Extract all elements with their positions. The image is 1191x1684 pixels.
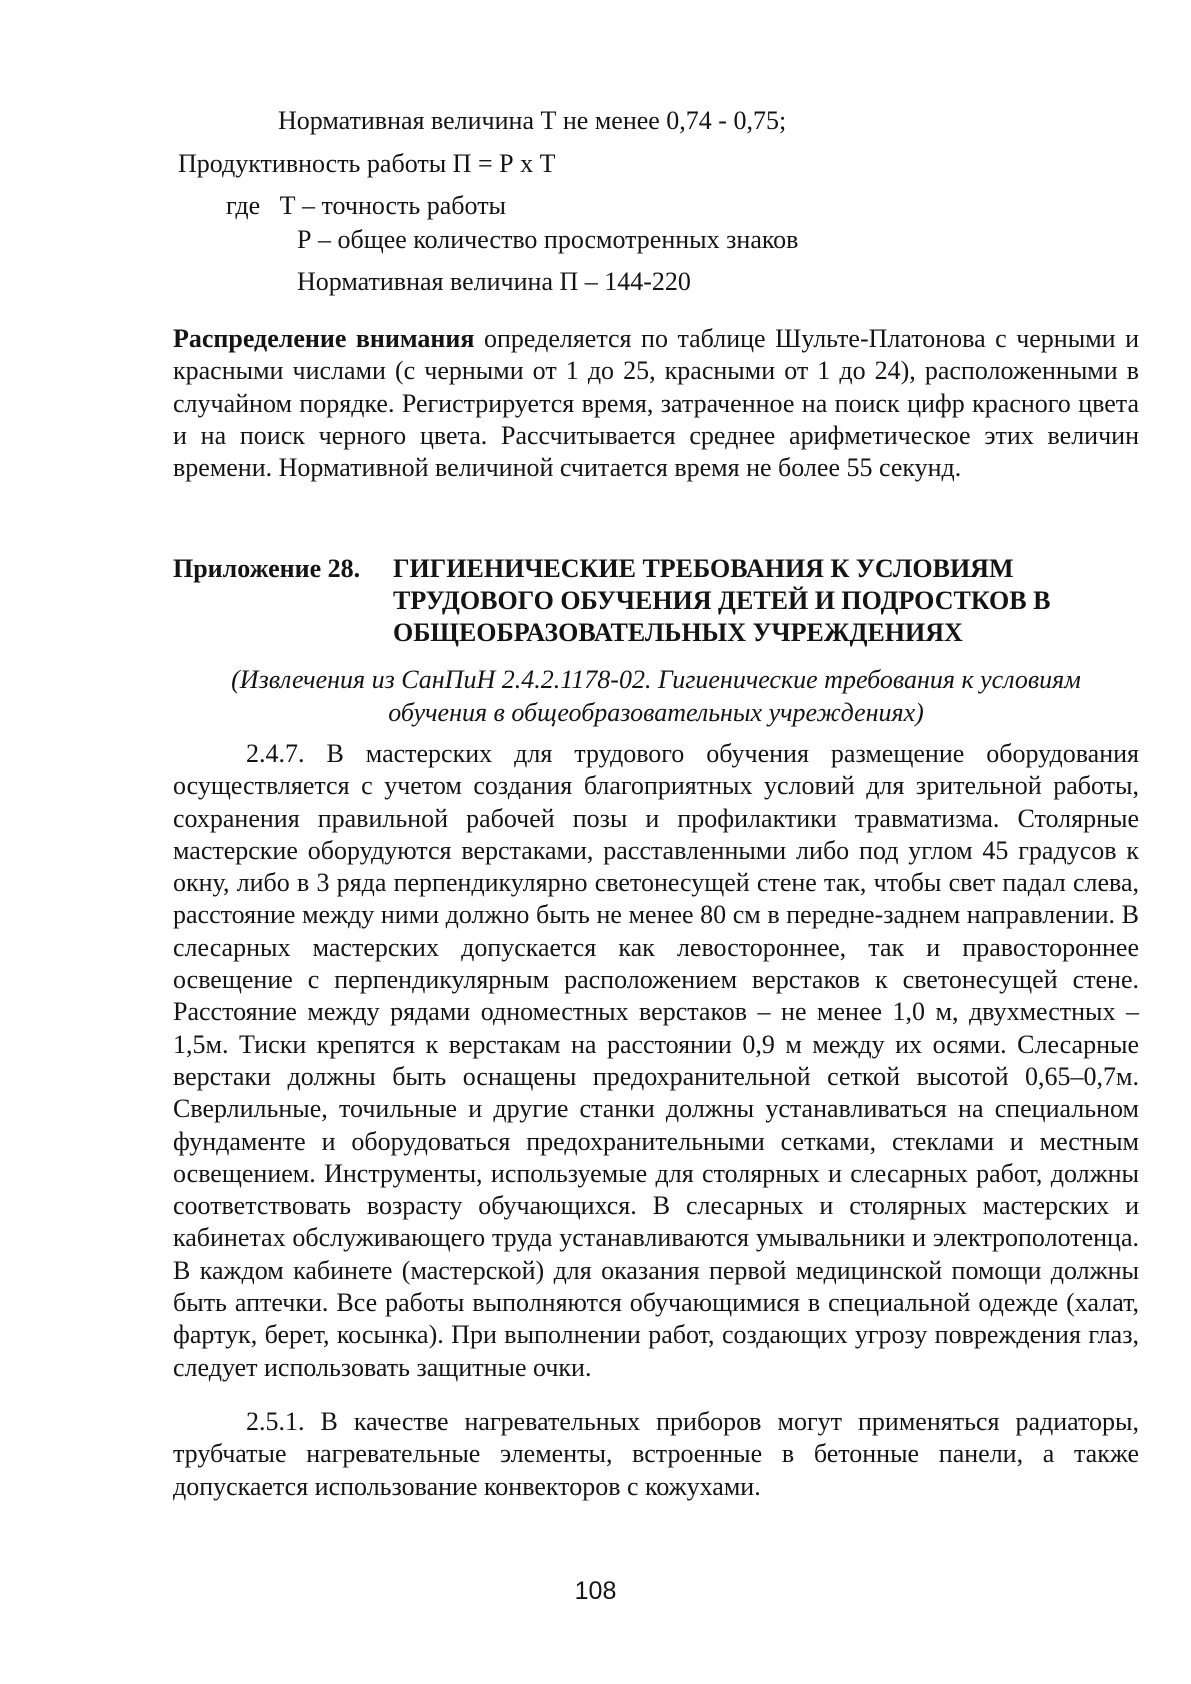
appendix-title-line: ГИГИЕНИЧЕСКИЕ ТРЕБОВАНИЯ К УСЛОВИЯМ — [393, 554, 1014, 583]
normative-t-line: Нормативная величина Т не менее 0,74 - 0,75; — [278, 106, 787, 135]
normative-p-line: Нормативная величина П – 144-220 — [297, 267, 691, 296]
appendix-label: Приложение 28. — [173, 554, 361, 583]
attention-text: определяется по таблице Шульте-Платонова с черными и красными числами (с черными от 1 до 25, красными от 1 до 24), расположенными в случайном порядке. Регистрируется время, затраченное на поиск цифр красного цвета и на поиск черного цвета. Рассчитывается среднее арифметическое этих величин времени. Нормативной величиной считается время не более 55 секунд. — [173, 324, 1139, 483]
productivity-formula-line: Продуктивность работы П = Р х Т — [178, 149, 556, 178]
source-note-line: (Извлечения из СанПиН 2.4.2.1178-02. Гигиенические требования к условиям — [231, 665, 1081, 694]
appendix-title — [393, 553, 1093, 649]
attention-paragraph — [173, 323, 1139, 484]
where-p-line: Р – общее количество просмотренных знаков — [297, 225, 799, 254]
appendix-title-line: ТРУДОВОГО ОБУЧЕНИЯ ДЕТЕЙ И ПОДРОСТКОВ В — [393, 586, 1051, 615]
attention-heading: Распределение внимания — [173, 324, 475, 353]
source-note-line: обучения в общеобразовательных учреждениях) — [388, 698, 924, 727]
paragraph-2-5-1: 2.5.1. В качестве нагревательных приборов могут применяться радиаторы, трубчатые нагревательные элементы, встроенные в бетонные панели, а также допускается использование конвекторов с кожухами. — [173, 1407, 1139, 1501]
page-number: 108 — [574, 1577, 617, 1605]
source-note — [173, 663, 1139, 729]
where-t-line: где Т – точность работы — [226, 191, 507, 220]
paragraph-2-4-7: 2.4.7. В мастерских для трудового обучения размещение оборудования осуществляется с учетом создания благоприятных условий для зрительной работы, сохранения правильной рабочей позы и профилактики травматизма. Столярные мастерские оборудуются верстаками, расставленными либо под углом 45 градусов к окну, либо в 3 ряда перпендикулярно светонесущей стене так, чтобы свет падал слева, расстояние между ними должно быть не менее 80 см в передне-заднем направлении. В слесарных мастерских допускается как левостороннее, так и правостороннее освещение с перпендикулярным расположением верстаков к светонесущей стене. Расстояние между рядами одноместных верстаков – не менее 1,0 м, двухместных – 1,5м. Тиски крепятся к верстакам на расстоянии 0,9 м между их осями. Слесарные верстаки должны быть оснащены предохранительной сеткой высотой 0,65–0,7м. Сверлильные, точильные и другие станки должны устанавливаться на специальном фундаменте и оборудоваться предохранительными сетками, стеклами и местным освещением. Инструменты, используемые для столярных и слесарных работ, должны соответствовать возрасту обучающихся. В слесарных и столярных мастерских и кабинетах обслуживающего труда устанавливаются умывальники и электрополотенца. В каждом кабинете (мастерской) для оказания первой медицинской помощи должны быть аптечки. Все работы выполняются обучающимися в специальной одежде (халат, фартук, берет, косынка). При выполнении работ, создающих угрозу повреждения глаз, следует использовать защитные очки. — [173, 739, 1139, 1382]
appendix-title-line: ОБЩЕОБРАЗОВАТЕЛЬНЫХ УЧРЕЖДЕНИЯХ — [393, 618, 963, 647]
